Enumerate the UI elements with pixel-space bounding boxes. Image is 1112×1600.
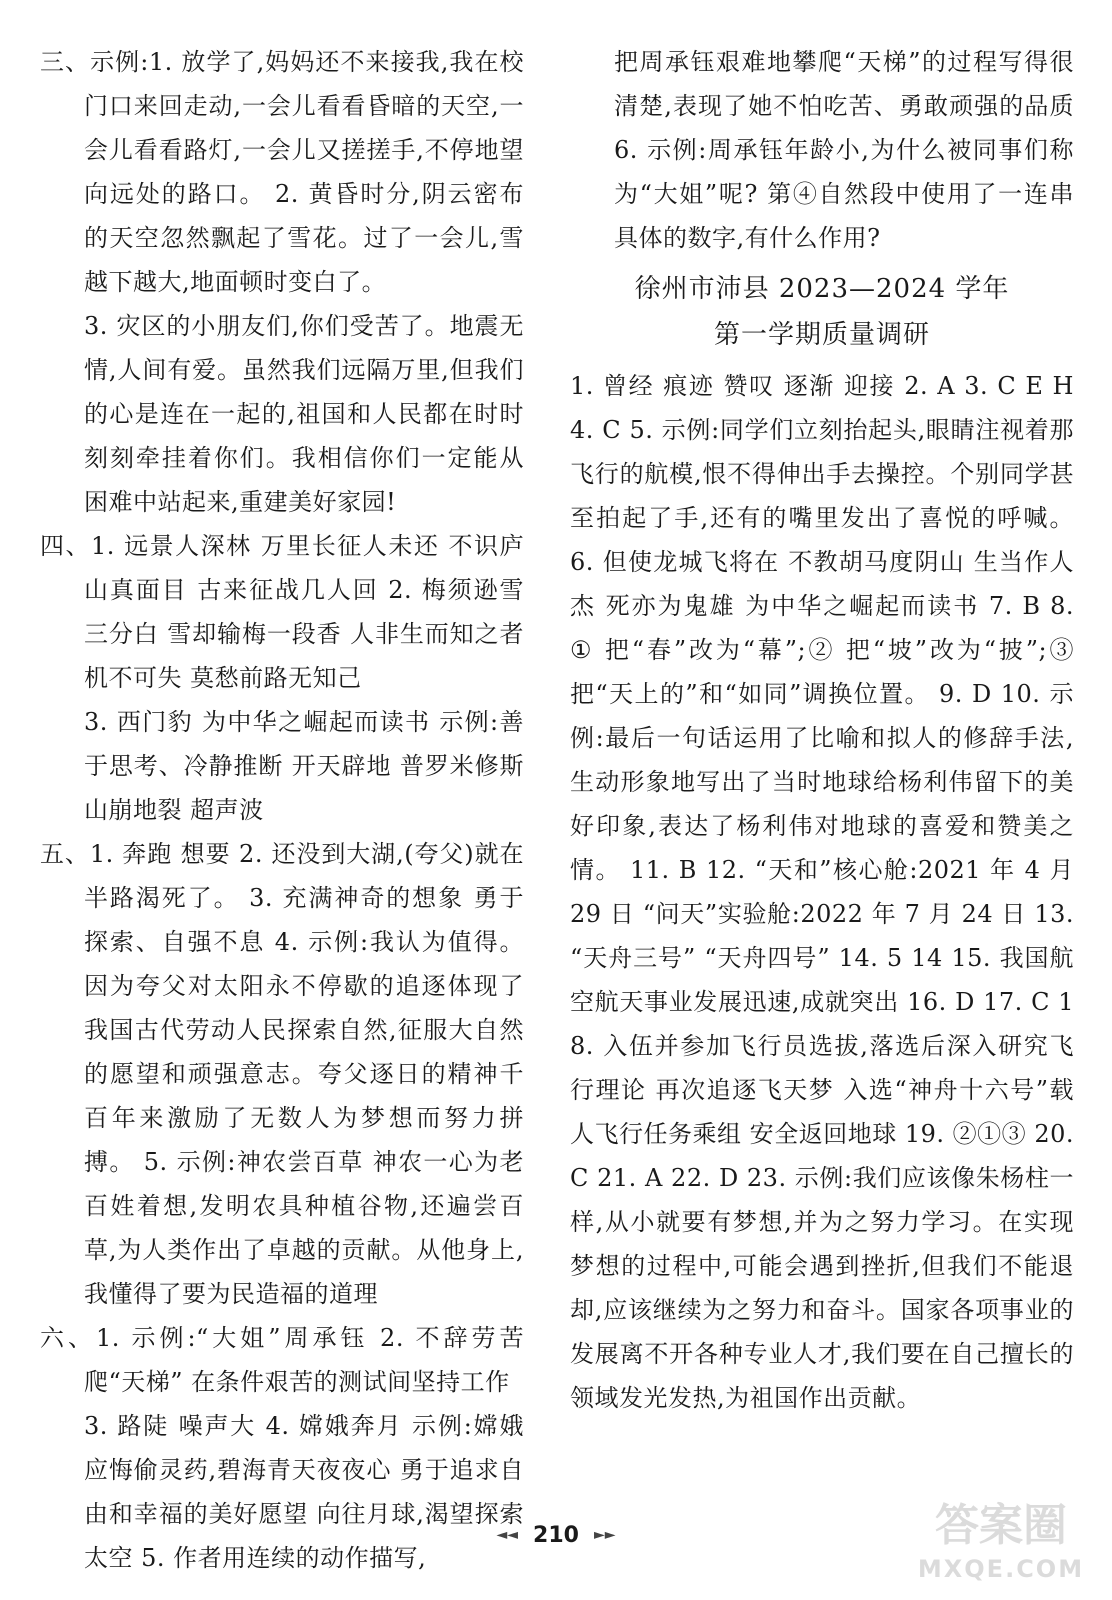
section-4-text-1: 1. 远景人深林 万里长征人未还 不识庐山真面目 古来征战几人回 2. 梅须逊雪三分白 雪却输梅一段香 人非生而知之者 机不可失 莫愁前路无知己	[84, 532, 524, 692]
right-column	[570, 40, 1074, 1420]
section-6-text-2: 3. 路陡 噪声大 4. 嫦娥奔月 示例:嫦娥应悔偷灵药,碧海青天夜夜心 勇于追求自由和幸福的美好愿望 向往月球,渴望探索太空 5. 作者用连续的动作描写,	[84, 1412, 524, 1572]
exam-heading-line-1: 徐州市沛县 2023—2024 学年	[634, 274, 1010, 304]
section-6-part-1	[40, 1316, 524, 1404]
exam-heading-line-2: 第一学期质量调研	[713, 320, 930, 350]
watermark-line-2: MXQE.COM	[917, 1555, 1085, 1583]
section-3-text-1: 示例:1. 放学了,妈妈还不来接我,我在校门口来回走动,一会儿看看昏暗的天空,一会儿看看路灯,一会儿又搓搓手,不停地望向远处的路口。 2. 黄昏时分,阴云密布的天空忽然飘起了雪花。过了一会儿,雪越下越大,地面顿时变白了。	[84, 48, 525, 296]
section-6-text-1: 1. 示例:“大姐”周承钰 2. 不辞劳苦爬“天梯” 在条件艰苦的测试间坚持工作	[84, 1324, 525, 1396]
page-number: 210	[533, 1522, 579, 1548]
section-4-part-1	[40, 524, 524, 700]
section-3-part-1	[40, 40, 524, 304]
prev-arrows-icon: ◄◄	[496, 1527, 519, 1543]
exam-answers: 1. 曾经 痕迹 赞叹 逐渐 迎接 2. A 3. C E H 4. C 5. 示例:同学们立刻抬起头,眼睛注视着那飞行的航模,恨不得伸出手去操控。个别同学甚至拍起了手,还有的嘴里发出了喜悦的呼喊。 6. 但使龙城飞将在 不教胡马度阴山 生当作人杰 死亦为鬼雄 为中华之崛起而读书 7. B 8. ① 把“春”改为“幕”;② 把“坡”改为“披”;③ 把“天上的”和“如同”调换位置。 9. D 10. 示例:最后一句话运用了比喻和拟人的修辞手法,生动形象地写出了当时地球给杨利伟留下的美好印象,表达了杨利伟对地球的喜爱和赞美之情。 11. B 12. “天和”核心舱:2021 年 4 月 29 日 “问天”实验舱:2022 年 7 月 24 日 13. “天舟三号” “天舟四号” 14. 5 14 15. 我国航空航天事业发展迅速,成就突出 16. D 17. C 18. 入伍并参加飞行员选拔,落选后深入研究飞行理论 再次追逐飞天梦 入选“神舟十六号”载人飞行任务乘组 安全返回地球 19. ②①③ 20. C 21. A 22. D 23. 示例:我们应该像朱杨柱一样,从小就要有梦想,并为之努力学习。在实现梦想的过程中,可能会遇到挫折,但我们不能退却,应该继续为之努力和奋斗。国家各项事业的发展离不开各种专业人才,我们要在自己擅长的领域发光发热,为祖国作出贡献。	[570, 372, 1074, 1412]
section-5-label: 五、	[40, 840, 90, 868]
section-3-label: 三、	[40, 48, 91, 76]
section-5	[40, 832, 524, 1316]
section-3-text-2: 3. 灾区的小朋友们,你们受苦了。地震无情,人间有爱。虽然我们远隔万里,但我们的心是连在一起的,祖国和人民都在时时刻刻牵挂着你们。我相信你们一定能从困难中站起来,重建美好家园!	[84, 312, 524, 516]
site-watermark-logo	[906, 1500, 1096, 1590]
section-5-text: 1. 奔跑 想要 2. 还没到大湖,(夸父)就在半路渴死了。 3. 充满神奇的想象 勇于探索、自强不息 4. 示例:我认为值得。因为夸父对太阳永不停歇的追逐体现了我国古代劳动人民探索自然,征服大自然的愿望和顽强意志。夸父逐日的精神千百年来激励了无数人为梦想而努力拼搏。 5. 示例:神农尝百草 神农一心为老百姓着想,发明农具种植谷物,还遍尝百草,为人类作出了卓越的贡献。从他身上,我懂得了要为民造福的道理	[84, 840, 525, 1308]
section-6-label: 六、	[40, 1324, 96, 1352]
section-4-text-2: 3. 西门豹 为中华之崛起而读书 示例:善于思考、冷静推断 开天辟地 普罗米修斯 山崩地裂 超声波	[84, 708, 524, 824]
watermark-line-1: 答案圈	[935, 1500, 1067, 1551]
left-column	[40, 40, 524, 1580]
section-4-label: 四、	[40, 532, 92, 560]
section-6-continuation: 把周承钰艰难地攀爬“天梯”的过程写得很清楚,表现了她不怕吃苦、勇敢顽强的品质 6. 示例:周承钰年龄小,为什么被同事们称为“大姐”呢? 第④自然段中使用了一连串具体的数字,有什么作用?	[614, 48, 1074, 252]
next-arrows-icon: ►►	[593, 1527, 616, 1543]
